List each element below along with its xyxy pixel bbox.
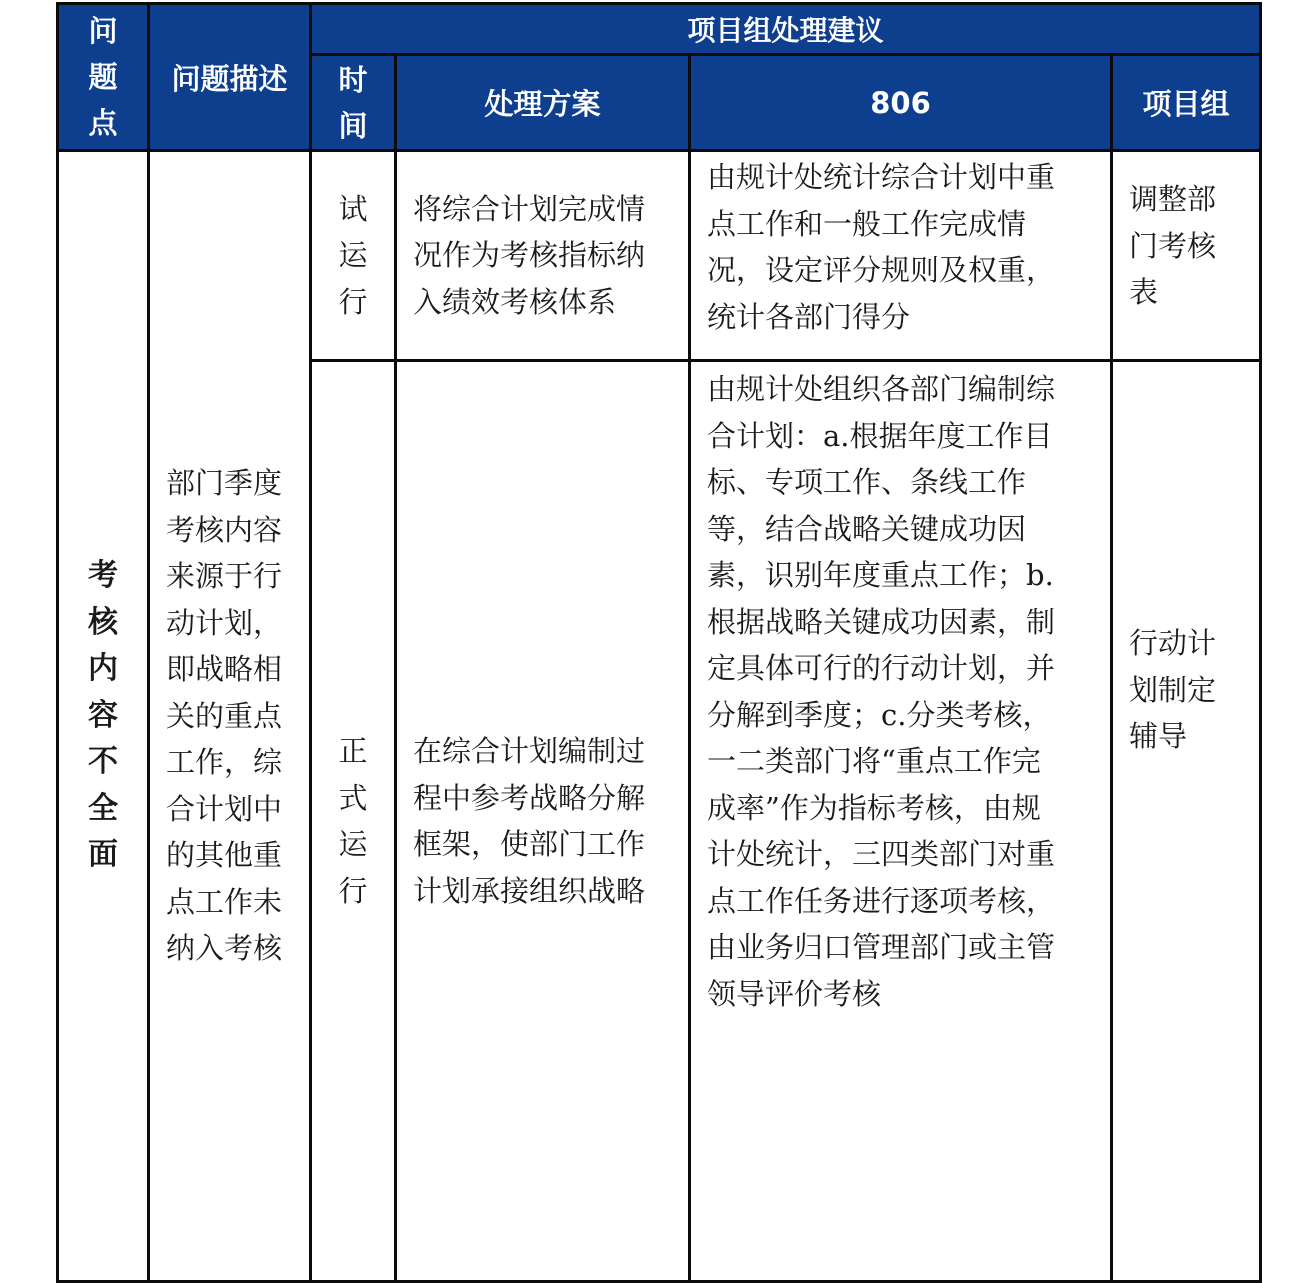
text-line: 关的重点 — [166, 698, 283, 733]
detail-cell-trial — [690, 151, 1112, 361]
time-cell-trial — [311, 151, 396, 361]
header-issue-point-char: 点 — [88, 106, 118, 140]
text-line: 的其他重 — [166, 838, 283, 873]
time-cell-formal — [311, 361, 396, 1282]
text-line: 门考核 — [1129, 228, 1217, 263]
text-line: 入绩效考核体系 — [413, 284, 617, 319]
text-line: 部门季度 — [166, 466, 283, 501]
time-char: 式 — [338, 780, 368, 815]
issue-point-char: 内 — [88, 651, 118, 687]
text-line: 计处统计，三四类部门对重 — [707, 837, 1056, 871]
suggestion-table — [56, 2, 1262, 1283]
text-line: 框架，使部门工作 — [413, 827, 646, 861]
header-group-suggestion: 项目组处理建议 — [311, 4, 1261, 55]
header-issue-description: 问题描述 — [149, 4, 311, 151]
text-line: 合计划中 — [166, 791, 283, 826]
text-line: 由规计处组织各部门编制综 — [707, 372, 1056, 406]
text-line: 行动计 — [1129, 626, 1217, 660]
text-line: 程中参考战略分解 — [413, 780, 646, 815]
text-line: 动计划， — [166, 605, 283, 640]
text-line: 由规计处统计综合计划中重 — [707, 160, 1056, 194]
header-time-char: 时 — [338, 62, 368, 97]
time-char: 运 — [338, 238, 368, 273]
text-line: 成率”作为指标考核，由规 — [707, 790, 1041, 825]
text-line: 点工作未 — [166, 884, 283, 919]
issue-point-char: 容 — [88, 697, 118, 733]
text-line: 分解到季度；c.分类考核， — [707, 697, 1052, 732]
header-time-char: 间 — [338, 108, 368, 143]
text-line: 工作，综 — [166, 745, 283, 780]
text-line: 况作为考核指标纳 — [413, 238, 646, 273]
time-char: 试 — [338, 191, 368, 226]
group-cell-formal — [1112, 361, 1261, 1282]
table-row — [58, 151, 1261, 361]
text-line: 一二类部门将“重点工作完 — [707, 744, 1041, 778]
header-time — [311, 55, 396, 151]
issue-point-char: 不 — [88, 744, 118, 780]
text-line: 定具体可行的行动计划，并 — [707, 651, 1056, 685]
text-line: 来源于行 — [166, 559, 283, 594]
header-806: 806 — [690, 55, 1112, 151]
issue-point-char: 全 — [88, 790, 118, 826]
group-cell-trial — [1112, 151, 1261, 361]
time-char: 行 — [338, 873, 368, 908]
time-char: 运 — [338, 827, 368, 861]
text-line: 素，识别年度重点工作；b. — [707, 558, 1054, 592]
header-plan: 处理方案 — [396, 55, 690, 151]
text-line: 计划承接组织战略 — [413, 873, 646, 908]
text-line: 纳入考核 — [166, 931, 283, 966]
header-issue-point-char: 问 — [88, 14, 118, 48]
issue-point-char: 核 — [88, 604, 118, 640]
text-line: 表 — [1129, 275, 1159, 309]
text-line: 划制定 — [1129, 672, 1217, 707]
text-line: 考核内容 — [166, 512, 283, 547]
detail-cell-formal — [690, 361, 1112, 1282]
text-line: 调整部 — [1129, 182, 1217, 216]
text-line: 领导评价考核 — [707, 976, 882, 1011]
text-line: 标、专项工作、条线工作 — [707, 465, 1027, 499]
text-line: 由业务归口管理部门或主管 — [707, 930, 1056, 964]
time-char: 正 — [338, 734, 368, 768]
text-line: 等，结合战略关键成功因 — [707, 511, 1027, 546]
issue-point-cell — [58, 151, 149, 1282]
plan-cell-formal — [396, 361, 690, 1282]
text-line: 合计划：a.根据年度工作目 — [707, 418, 1053, 453]
text-line: 在综合计划编制过 — [413, 734, 646, 768]
header-project-group: 项目组 — [1112, 55, 1261, 151]
text-line: 统计各部门得分 — [707, 299, 911, 334]
text-line: 根据战略关键成功因素，制 — [707, 604, 1056, 639]
suggestion-table-wrapper — [56, 2, 1259, 1283]
text-line: 辅导 — [1129, 719, 1188, 753]
text-line: 点工作任务进行逐项考核， — [707, 883, 1056, 918]
time-char: 行 — [338, 284, 368, 319]
header-issue-point-char: 题 — [88, 60, 118, 94]
text-line: 况，设定评分规则及权重， — [707, 253, 1056, 287]
issue-description-cell — [149, 151, 311, 1282]
plan-cell-trial — [396, 151, 690, 361]
text-line: 将综合计划完成情 — [413, 191, 646, 226]
header-issue-point — [58, 4, 149, 151]
text-line: 点工作和一般工作完成情 — [707, 206, 1027, 241]
issue-point-char: 面 — [88, 837, 118, 873]
issue-point-char: 考 — [88, 558, 118, 594]
text-line: 即战略相 — [166, 652, 283, 687]
